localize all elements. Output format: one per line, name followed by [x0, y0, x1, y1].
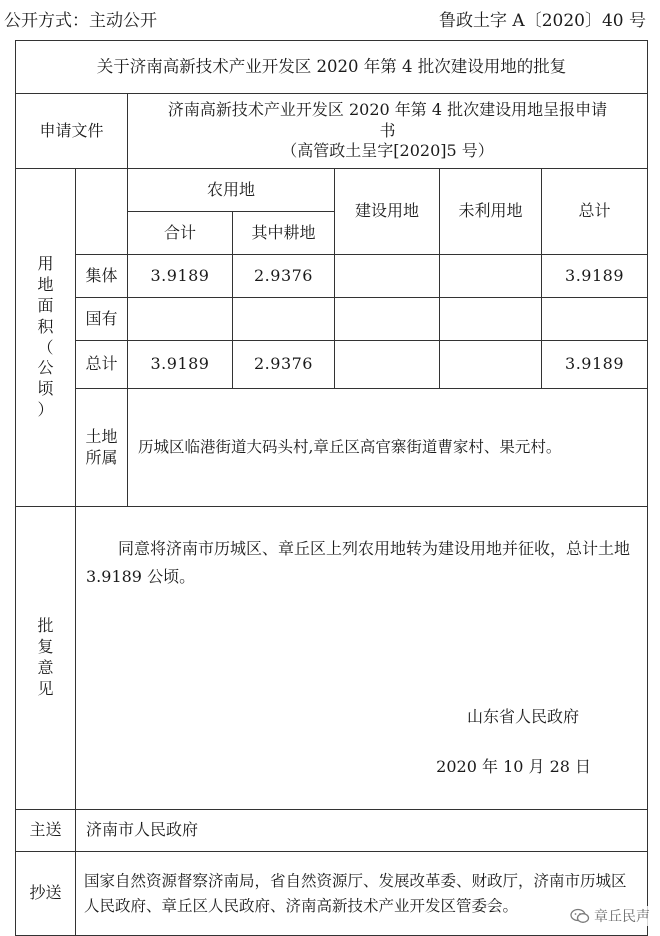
header-total: 总计	[542, 169, 648, 255]
cell-total: 3.9189	[542, 255, 648, 298]
application-label: 申请文件	[16, 94, 128, 169]
cell-construction	[335, 298, 440, 341]
table-row	[16, 298, 648, 341]
cell-construction	[335, 341, 440, 389]
cell-agri-total: 3.9189	[128, 341, 233, 389]
row-label: 总计	[76, 341, 128, 389]
cell-agri-total: 3.9189	[128, 255, 233, 298]
cell-cultivated: 2.9376	[233, 341, 335, 389]
main-recipient-label: 主送	[16, 810, 76, 852]
opinion-label: 批 复 意 见	[16, 507, 76, 810]
watermark	[570, 906, 650, 926]
area-label: 用 地 面 积 （ 公 顷 ）	[16, 169, 76, 507]
row-label: 国有	[76, 298, 128, 341]
main-recipient-value: 济南市人民政府	[76, 810, 648, 852]
opinion-text: 同意将济南市历城区、章丘区上列农用地转为建设用地并征收，总计土地 3.9189 公顷。	[86, 539, 631, 586]
watermark-text: 章丘民声	[594, 909, 650, 925]
header-construction: 建设用地	[335, 169, 440, 255]
cell-total: 3.9189	[542, 341, 648, 389]
header-unused: 未利用地	[440, 169, 542, 255]
wechat-icon	[570, 908, 590, 924]
opinion-body	[76, 507, 648, 810]
ownership-label: 土地 所属	[76, 389, 128, 507]
blank-corner-cell	[76, 169, 128, 255]
header-agri: 农用地	[128, 169, 335, 212]
header-agri-total: 合计	[128, 212, 233, 255]
ownership-value: 历城区临港街道大码头村,章丘区高官寨街道曹家村、果元村。	[128, 389, 648, 507]
table-row	[16, 255, 648, 298]
approval-date: 2020 年 10 月 28 日	[436, 757, 592, 776]
application-line-3: （高管政土呈字[2020]5 号）	[281, 141, 494, 161]
table-row	[16, 341, 648, 389]
cc-value: 国家自然资源督察济南局，省自然资源厅、发展改革委、财政厅，济南市历城区人民政府、章丘区人民政府、济南高新技术产业开发区管委会。	[76, 852, 648, 936]
cell-construction	[335, 255, 440, 298]
disclosure-mode: 公开方式：主动公开	[4, 11, 157, 31]
header-agri-cultivated: 其中耕地	[233, 212, 335, 255]
cell-total	[542, 298, 648, 341]
approval-table	[15, 40, 648, 936]
document-number: 鲁政土字 A〔2020〕40 号	[439, 11, 646, 31]
cell-cultivated: 2.9376	[233, 255, 335, 298]
document-title: 关于济南高新技术产业开发区 2020 年第 4 批次建设用地的批复	[16, 41, 648, 94]
cell-unused	[440, 255, 542, 298]
application-line-2: 书	[379, 120, 396, 140]
application-value	[128, 94, 648, 169]
top-line	[0, 0, 660, 40]
cell-unused	[440, 298, 542, 341]
application-line-1: 济南高新技术产业开发区 2020 年第 4 批次建设用地呈报申请	[167, 99, 608, 119]
signer: 山东省人民政府	[467, 707, 580, 726]
row-label: 集体	[76, 255, 128, 298]
cell-cultivated	[233, 298, 335, 341]
cell-unused	[440, 341, 542, 389]
cell-agri-total	[128, 298, 233, 341]
cc-label: 抄送	[16, 852, 76, 936]
